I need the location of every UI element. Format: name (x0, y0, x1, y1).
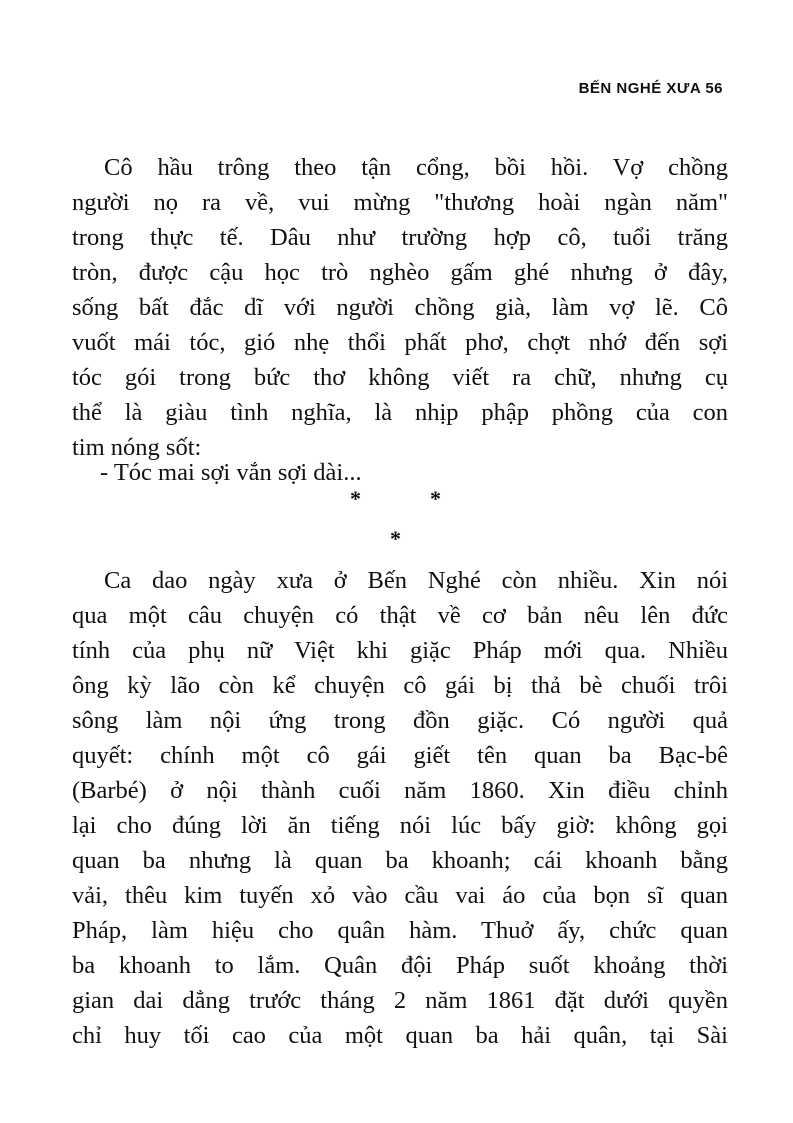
text-line: quan ba nhưng là quan ba khoanh; cái khoanh bằng (72, 847, 728, 874)
running-header: BẾN NGHÉ XƯA 56 (578, 80, 723, 97)
text-line: qua một câu chuyện có thật về cơ bản nêu lên đức (72, 602, 728, 629)
text-line: trong thực tế. Dâu như trường hợp cô, tuổi trăng (72, 224, 728, 251)
text-line: ba khoanh to lắm. Quân đội Pháp suốt khoảng thời (72, 952, 728, 979)
paragraph-1 (72, 150, 728, 465)
text-line: chỉ huy tối cao của một quan ba hải quân, tại Sài (72, 1022, 728, 1049)
text-line: Pháp, làm hiệu cho quân hàm. Thuở ấy, chức quan (72, 917, 728, 944)
text-line: gian dai dẳng trước tháng 2 năm 1861 đặt dưới quyền (72, 987, 728, 1014)
text-line: Ca dao ngày xưa ở Bến Nghé còn nhiều. Xin nói (104, 567, 728, 594)
text-line: tròn, được cậu học trò nghèo gấm ghé nhưng ở đây, (72, 259, 728, 286)
text-line: ông kỳ lão còn kể chuyện cô gái bị thả bè chuối trôi (72, 672, 728, 699)
text-line: tính của phụ nữ Việt khi giặc Pháp mới qua. Nhiều (72, 637, 728, 664)
dialogue-line: - Tóc mai sợi vắn sợi dài... (100, 459, 362, 486)
text-line: quyết: chính một cô gái giết tên quan ba Bạc-bê (72, 742, 728, 769)
text-line: thể là giàu tình nghĩa, là nhịp phập phồng của con (72, 399, 728, 426)
text-line: (Barbé) ở nội thành cuối năm 1860. Xin điều chỉnh (72, 777, 728, 804)
paragraph-2 (72, 563, 728, 1053)
text-line: lại cho đúng lời ăn tiếng nói lúc bấy giờ: không gọi (72, 812, 728, 839)
text-line: sông làm nội ứng trong đồn giặc. Có người quả (72, 707, 728, 734)
text-line: vuốt mái tóc, gió nhẹ thổi phất phơ, chợt nhớ đến sợi (72, 329, 728, 356)
text-line: tóc gói trong bức thơ không viết ra chữ, nhưng cụ (72, 364, 728, 391)
text-line: vải, thêu kim tuyến xỏ vào cầu vai áo của bọn sĩ quan (72, 882, 728, 909)
text-line: người nọ ra về, vui mừng "thương hoài ngàn năm" (72, 189, 728, 216)
separator-star: * (350, 486, 361, 511)
text-line: sống bất đắc dĩ với người chồng già, làm vợ lẽ. Cô (72, 294, 728, 321)
text-line: tim nóng sốt: (72, 434, 202, 461)
text-line: Cô hầu trông theo tận cổng, bồi hồi. Vợ chồng (104, 154, 728, 181)
separator-star: * (390, 526, 401, 551)
separator-star: * (430, 486, 441, 511)
